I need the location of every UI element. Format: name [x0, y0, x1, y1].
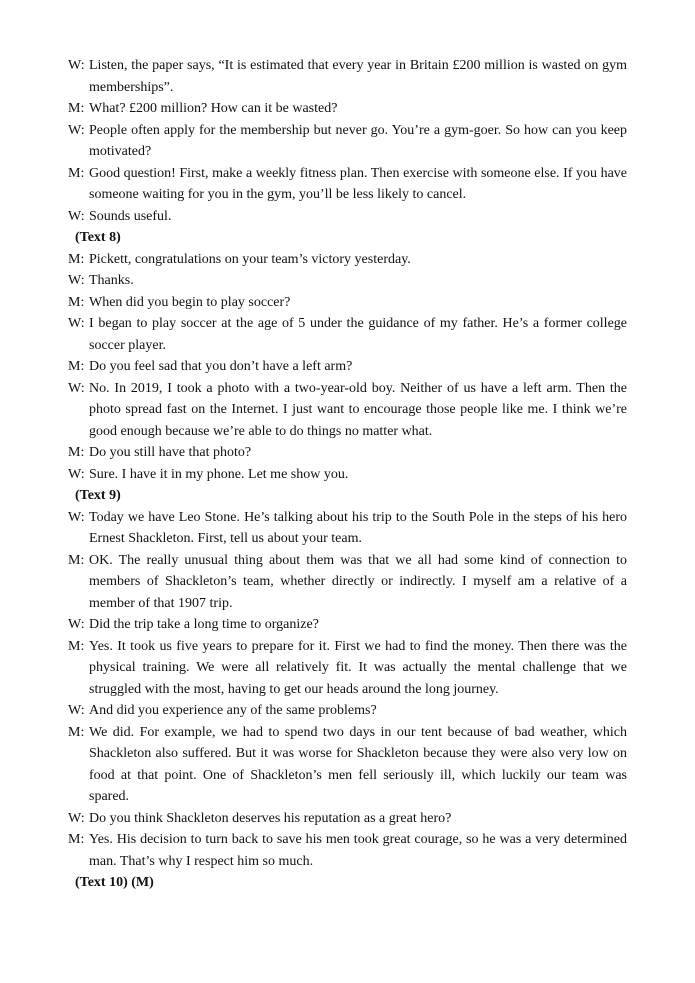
speaker-label: W: — [68, 316, 85, 331]
utterance-text: Pickett, congratulations on your team’s victory yesterday. — [89, 251, 411, 267]
dialogue-line — [68, 206, 627, 228]
speaker-label: W: — [68, 122, 85, 138]
dialogue-line — [68, 163, 627, 206]
utterance-text: Thanks. — [89, 273, 134, 288]
dialogue-line — [68, 507, 627, 550]
dialogue-line — [68, 98, 627, 120]
speaker-label: M: — [68, 445, 85, 460]
section-heading: (Text 9) — [75, 488, 121, 503]
dialogue-line — [68, 55, 627, 98]
speaker-label: M: — [68, 359, 85, 374]
utterance-text: I began to play soccer at the age of 5 under the guidance of my father. He’s a former college soccer player. — [89, 316, 627, 353]
speaker-label: M: — [68, 832, 85, 847]
speaker-label: M: — [68, 251, 85, 267]
speaker-label: M: — [68, 101, 85, 116]
utterance-text: No. In 2019, I took a photo with a two-year-old boy. Neither of us have a left arm. Then the photo spread fast on the Internet. I just want to encourage those people like me. I think we’re good enough because we’re able to do things no matter what. — [89, 380, 627, 439]
utterance-text: Good question! First, make a weekly fitness plan. Then exercise with someone else. If you have someone waiting for you in the gym, you’ll be less likely to cancel. — [89, 165, 627, 202]
dialogue-line — [68, 270, 627, 292]
dialogue-line — [68, 829, 627, 872]
dialogue-line — [68, 442, 627, 464]
speaker-label: W: — [68, 466, 85, 482]
speaker-label: M: — [68, 165, 85, 181]
speaker-label: M: — [68, 638, 85, 654]
utterance-text: Did the trip take a long time to organize? — [89, 617, 319, 632]
dialogue-line — [68, 700, 627, 722]
utterance-text: Sounds useful. — [89, 208, 172, 224]
dialogue-line — [68, 356, 627, 378]
dialogue-line — [68, 636, 627, 701]
utterance-text: Listen, the paper says, “It is estimated that every year in Britain £200 million is wasted on gym memberships”. — [89, 58, 627, 95]
transcript-body — [68, 55, 627, 894]
utterance-text: When did you begin to play soccer? — [89, 294, 291, 310]
speaker-label: W: — [68, 273, 85, 288]
dialogue-line — [68, 550, 627, 615]
speaker-label: W: — [68, 617, 85, 632]
speaker-label: M: — [68, 724, 85, 740]
speaker-label: W: — [68, 208, 85, 224]
speaker-label: W: — [68, 810, 85, 826]
utterance-text: We did. For example, we had to spend two days in our tent because of bad weather, which Shackleton also suffered. But it was worse for Shackleton because they were also very low on food at that point. One of Shackleton’s men fell seriously ill, which luckily our team was spared. — [89, 724, 627, 804]
speaker-label: M: — [68, 294, 85, 310]
dialogue-line — [68, 292, 627, 314]
section-heading: (Text 10) (M) — [75, 875, 154, 890]
dialogue-line — [68, 808, 627, 830]
utterance-text: Today we have Leo Stone. He’s talking about his trip to the South Pole in the steps of his hero Ernest Shackleton. First, tell us about your team. — [89, 509, 627, 546]
dialogue-line — [68, 249, 627, 271]
utterance-text: Do you still have that photo? — [89, 445, 252, 460]
utterance-text: Sure. I have it in my phone. Let me show you. — [89, 466, 349, 482]
utterance-text: People often apply for the membership but never go. You’re a gym-goer. So how can you keep motivated? — [89, 122, 627, 159]
speaker-label: W: — [68, 703, 85, 718]
dialogue-line — [68, 722, 627, 808]
speaker-label: W: — [68, 58, 85, 73]
dialogue-line — [68, 120, 627, 163]
utterance-text: Yes. His decision to turn back to save his men took great courage, so he was a very determined man. That’s why I respect him so much. — [89, 832, 627, 869]
speaker-label: M: — [68, 552, 85, 568]
dialogue-line — [68, 464, 627, 486]
speaker-label: W: — [68, 380, 85, 396]
section-heading: (Text 8) — [75, 230, 121, 245]
dialogue-line — [68, 313, 627, 356]
utterance-text: OK. The really unusual thing about them was that we all had some kind of connection to members of Shackleton’s team, whether directly or indirectly. I myself am a relative of a member of that 1907 trip. — [89, 552, 627, 611]
utterance-text: What? £200 million? How can it be wasted? — [89, 101, 338, 116]
utterance-text: And did you experience any of the same problems? — [89, 703, 377, 718]
utterance-text: Yes. It took us five years to prepare for it. First we had to find the money. Then there was the physical training. We were all relatively fit. It was actually the mental challenge that we struggled with the most, having to get our heads around the long journey. — [89, 638, 627, 697]
dialogue-line — [68, 614, 627, 636]
dialogue-line — [68, 378, 627, 443]
utterance-text: Do you feel sad that you don’t have a left arm? — [89, 359, 353, 374]
speaker-label: W: — [68, 509, 85, 525]
utterance-text: Do you think Shackleton deserves his reputation as a great hero? — [89, 810, 452, 826]
